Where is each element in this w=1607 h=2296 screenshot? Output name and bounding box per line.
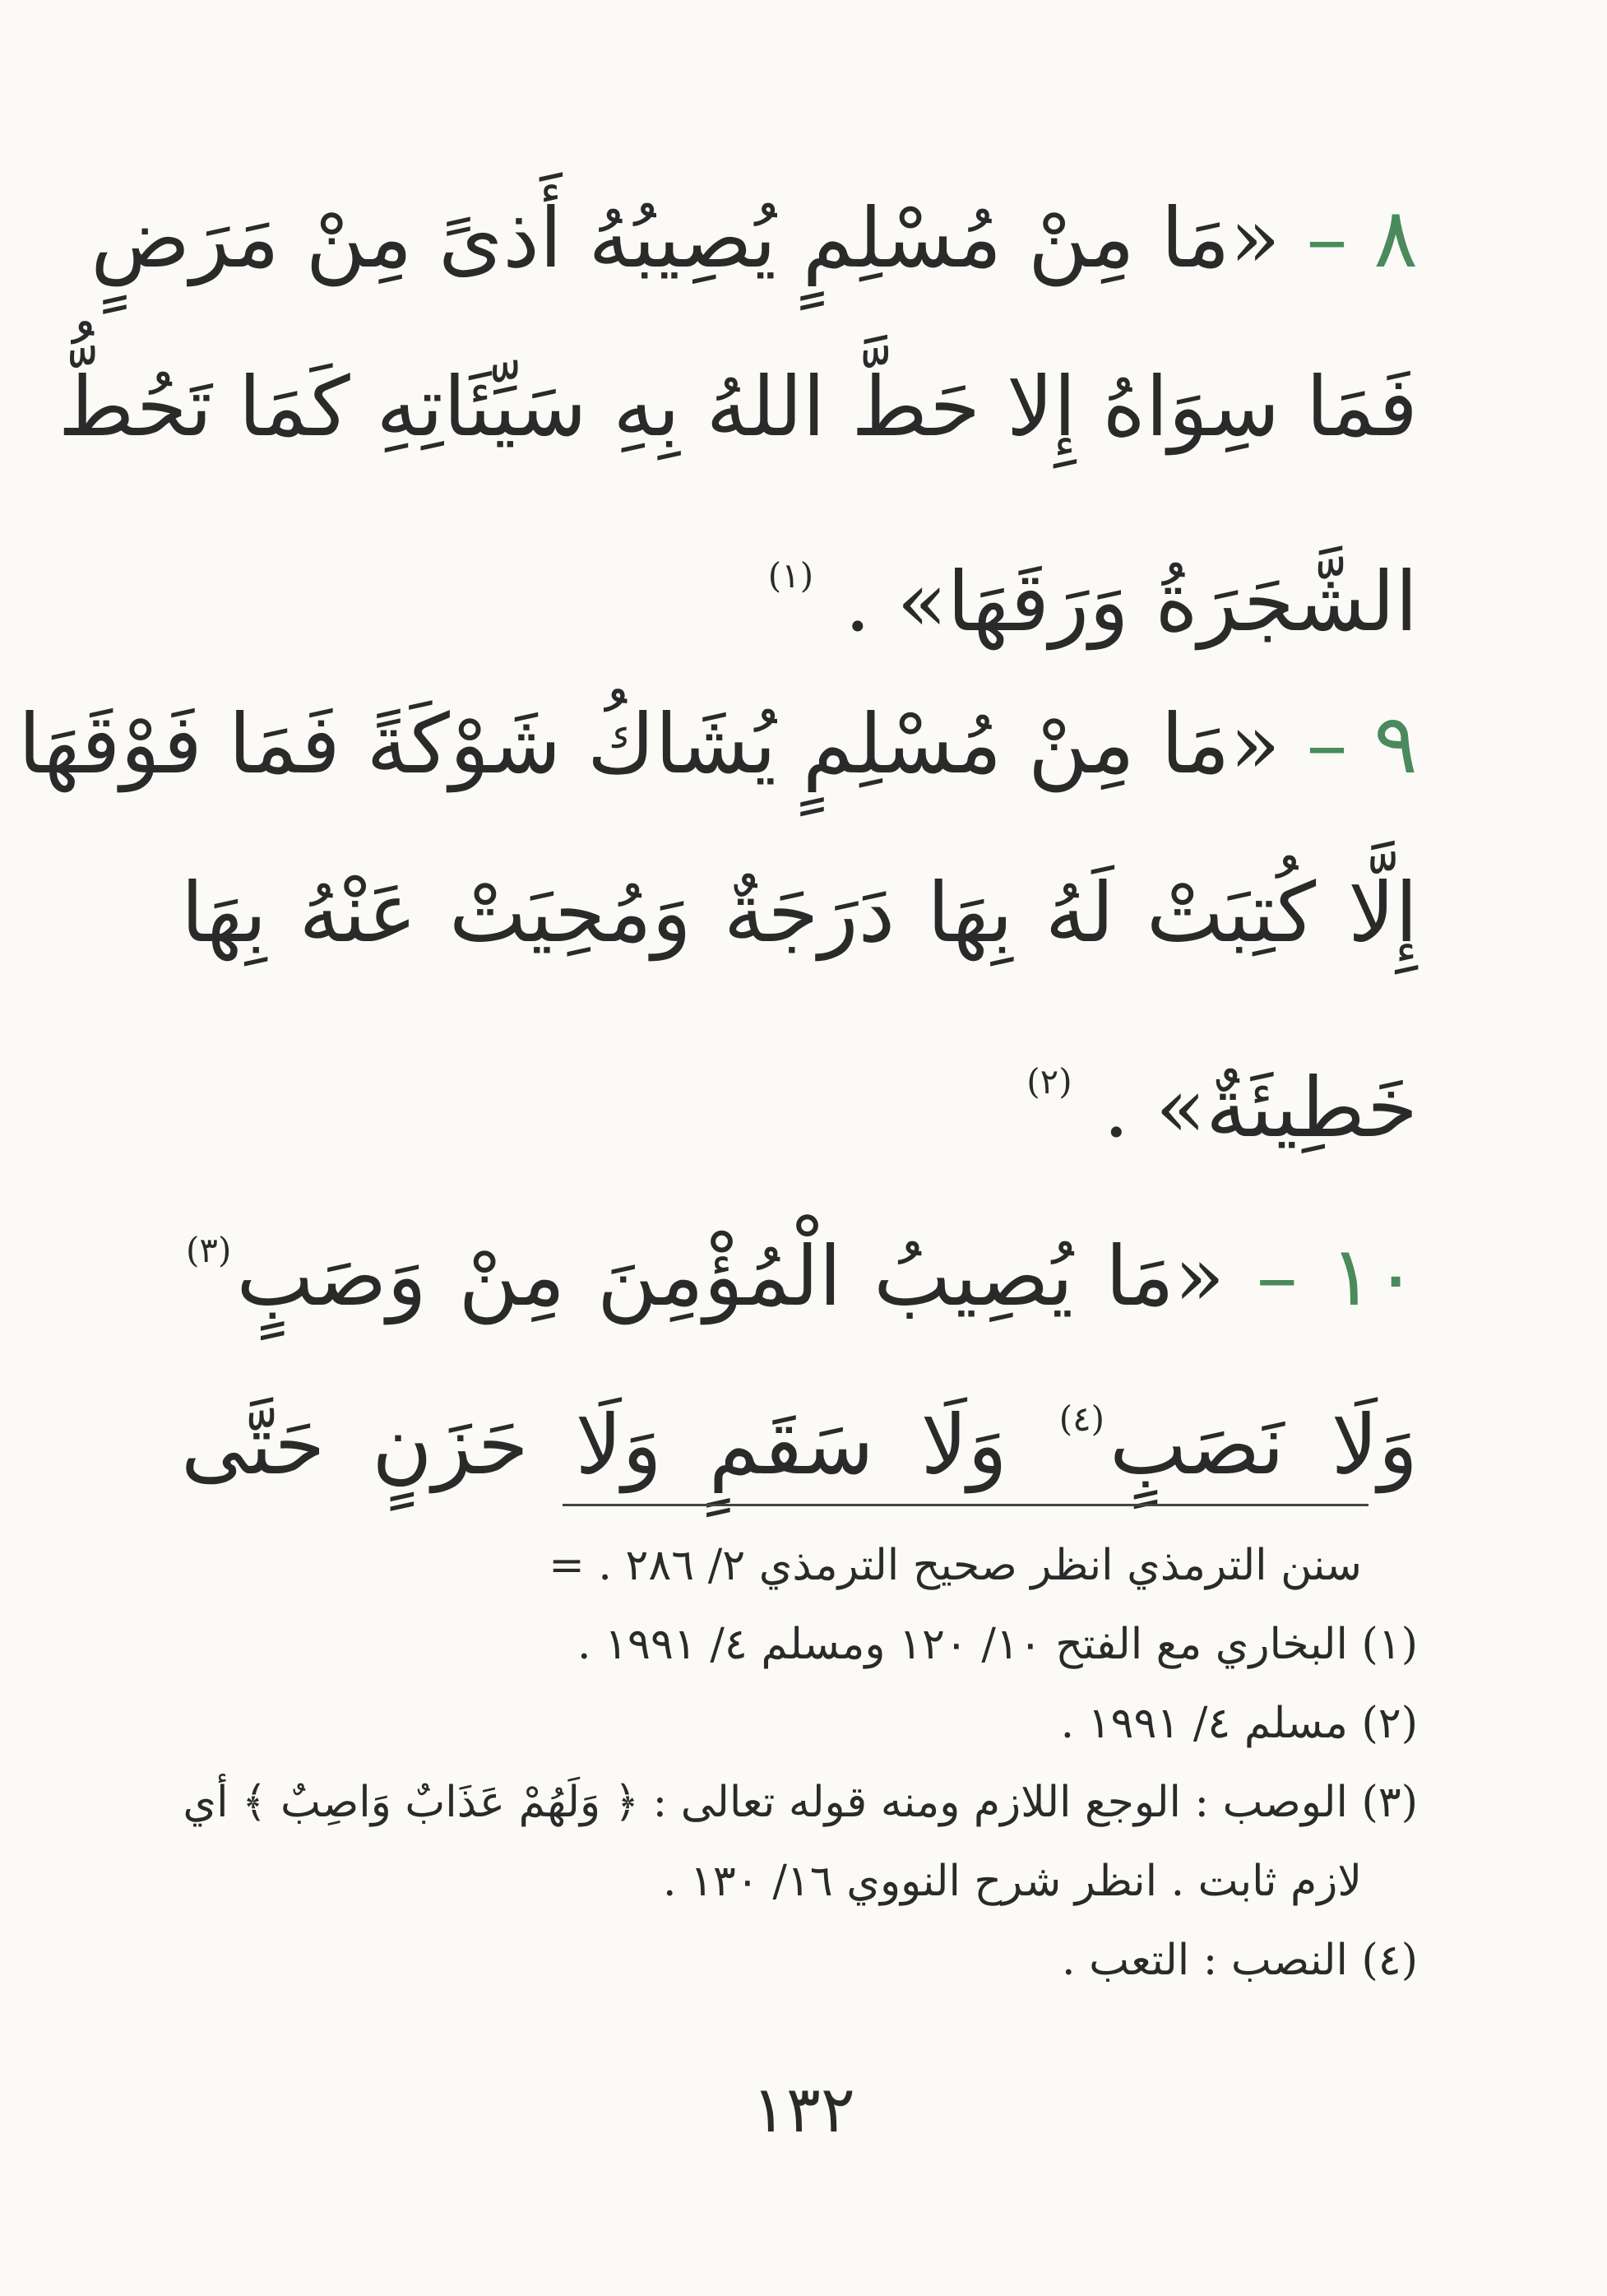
hadith-8-text-2: فَمَا سِوَاهُ إِلا حَطَّ اللهُ بِهِ سَيِّئَاتِهِ كَمَا تَحُطُّ — [58, 359, 1418, 455]
hadith-10-text-2: وَلَا نَصَبٍ — [1109, 1397, 1418, 1493]
footnote-separator — [563, 1504, 1368, 1506]
hadith-8-text-3: الشَّجَرَةُ وَرَقَهَا» . — [844, 554, 1418, 650]
hadith-9-text-3: خَطِيئَةٌ» . — [1103, 1060, 1418, 1156]
main-text — [18, 185, 1418, 1534]
hadith-9-text-1: «مَا مِنْ مُسْلِمٍ يُشَاكُ شَوْكَةً فَمَا فَوْقَهَا — [18, 696, 1281, 792]
page-number: ١٣٢ — [752, 2073, 855, 2147]
footnote-1: (١) البخاري مع الفتح ١٠/ ١٢٠ ومسلم ٤/ ١٩٩١ . — [577, 1620, 1418, 1669]
footnotes — [181, 1526, 1418, 2000]
footnote-continuation-text: سنن الترمذي انظر صحيح الترمذي ٢/ ٢٨٦ . — [598, 1541, 1362, 1590]
hadith-9-number: ٩ – — [1306, 696, 1418, 792]
hadith-9-line-3 — [181, 1028, 1418, 1197]
hadith-10-line-1 — [181, 1197, 1418, 1366]
footnote-3-continued: لازم ثابت . انظر شرح النووي ١٦/ ١٣٠ . — [662, 1857, 1362, 1906]
footnote-continuation — [181, 1526, 1418, 1605]
footnote-ref-1[interactable]: (١) — [767, 555, 814, 596]
hadith-8-line-2 — [58, 354, 1418, 522]
footnote-2: (٢) مسلم ٤/ ١٩٩١ . — [1060, 1699, 1418, 1748]
hadith-8-line-3 — [181, 522, 1418, 691]
hadith-8-number: ٨ – — [1306, 190, 1418, 286]
footnote-3: (٣) الوصب : الوجع اللازم ومنه قوله تعالى : ﴿ وَلَهُمْ عَذَابٌ وَاصِبٌ ﴾ أي — [183, 1778, 1418, 1827]
hadith-9-line-2 — [181, 860, 1418, 1028]
hadith-10-line-2 — [181, 1366, 1418, 1534]
hadith-10-number: ١٠ – — [1256, 1228, 1418, 1324]
hadith-10-text-3: وَلَا سَقَمٍ وَلَا حَزَنٍ حَتَّى — [181, 1397, 1007, 1493]
footnote-ref-3[interactable]: (٣) — [186, 1230, 232, 1270]
hadith-8-text-1: «مَا مِنْ مُسْلِمٍ يُصِيبُهُ أَذىً مِنْ مَرَضٍ — [90, 190, 1281, 286]
footnote-ref-4[interactable]: (٤) — [1058, 1398, 1105, 1439]
hadith-8-line-1 — [90, 185, 1418, 354]
hadith-9-line-1 — [18, 691, 1418, 860]
hadith-10-text-1: «مَا يُصِيبُ الْمُؤْمِنَ مِنْ وَصَبٍ — [236, 1228, 1225, 1324]
footnote-4: (٤) النصب : التعب . — [1062, 1936, 1418, 1985]
continuation-mark: = — [549, 1541, 585, 1590]
hadith-9-text-2: إِلَّا كُتِبَتْ لَهُ بِهَا دَرَجَةٌ وَمُحِيَتْ عَنْهُ بِهَا — [181, 865, 1418, 961]
footnote-ref-2[interactable]: (٢) — [1026, 1061, 1072, 1102]
